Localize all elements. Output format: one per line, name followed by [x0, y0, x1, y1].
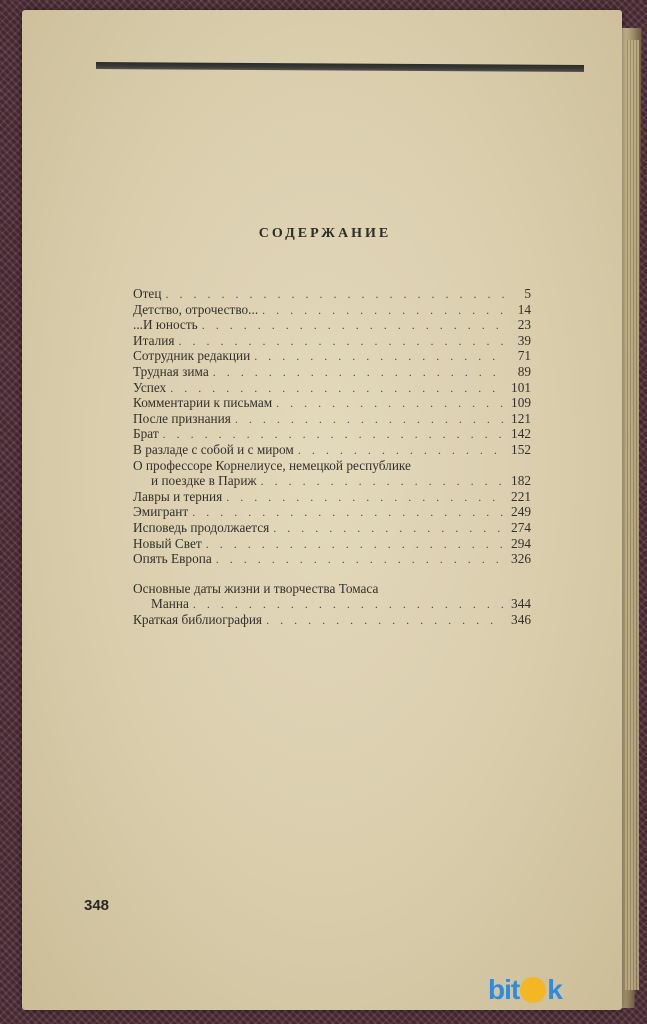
- toc-entry: [133, 302, 531, 318]
- toc-entry-page: 71: [517, 348, 531, 364]
- toc-entry-title: Детство, отрочество...: [133, 301, 259, 317]
- toc-entry: [133, 504, 531, 520]
- toc-entry-title-line2: Манна: [151, 596, 189, 612]
- coin-icon: [520, 977, 546, 1003]
- toc-entry-page: 14: [517, 301, 531, 317]
- section-gap: [133, 567, 531, 581]
- toc-entry-page: 142: [511, 426, 531, 442]
- toc-entry-title: Италия: [133, 332, 175, 348]
- toc-entry: [133, 442, 531, 458]
- leader-dots: [276, 396, 505, 412]
- toc-entry: [133, 612, 531, 628]
- toc-entry-page: 221: [511, 488, 531, 504]
- leader-dots: [206, 537, 505, 553]
- toc-entry-page: 294: [511, 535, 531, 551]
- toc-entry-title-line1: Основные даты жизни и творчества Томаса: [133, 580, 379, 596]
- leader-dots: [178, 334, 505, 350]
- toc-entry-title: В разладе с собой и с миром: [133, 441, 294, 457]
- toc-entry: [133, 380, 531, 396]
- toc-entry-title: Успех: [133, 379, 167, 395]
- leader-dots: [192, 505, 505, 521]
- toc-entry: [133, 333, 531, 349]
- leader-dots: [213, 365, 505, 381]
- page-stack-lines: [625, 40, 639, 990]
- toc-entry-title: Комментарии к письмам: [133, 395, 273, 411]
- toc-entry-page: 109: [511, 395, 531, 411]
- toc-entry-title: Опять Европа: [133, 551, 212, 567]
- toc-entry-title: Исповедь продолжается: [133, 519, 270, 535]
- toc-entry-page: 23: [517, 317, 531, 333]
- toc-entry-page: 101: [511, 379, 531, 395]
- toc-entry: [133, 317, 531, 333]
- toc-entry: [133, 520, 531, 536]
- toc-entry-title: Сотрудник редакции: [133, 348, 251, 364]
- table-of-contents: [133, 286, 531, 627]
- toc-entry: [133, 473, 531, 489]
- toc-entry-page: 39: [517, 332, 531, 348]
- toc-entry-title: Трудная зима: [133, 363, 209, 379]
- toc-entry-title: Отец: [133, 286, 162, 301]
- leader-dots: [298, 443, 505, 459]
- toc-entry: [133, 551, 531, 567]
- toc-entry-page: 274: [511, 519, 531, 535]
- page-title: СОДЕРЖАНИЕ: [258, 226, 392, 241]
- toc-entry: [133, 536, 531, 552]
- toc-entry-page: 121: [511, 410, 531, 426]
- toc-entry-page: 182: [511, 473, 531, 489]
- toc-entry-title: Лавры и терния: [133, 488, 223, 504]
- watermark-prefix: bit: [488, 974, 520, 1005]
- toc-entry: [133, 348, 531, 364]
- leader-dots: [165, 287, 505, 303]
- toc-entry-page: 5: [524, 286, 531, 301]
- leader-dots: [254, 349, 505, 365]
- toc-entry: [133, 286, 531, 302]
- leader-dots: [202, 318, 505, 334]
- watermark-logo: [488, 974, 562, 1006]
- toc-entry-page: 89: [517, 363, 531, 379]
- toc-entry-page: 152: [511, 441, 531, 457]
- toc-entry: [133, 411, 531, 427]
- toc-entry-title: После признания: [133, 410, 231, 426]
- toc-entry-page: 326: [511, 551, 531, 567]
- toc-entry-page: 344: [511, 596, 531, 612]
- leader-dots: [235, 412, 505, 428]
- leader-dots: [193, 597, 505, 613]
- toc-entry: [133, 395, 531, 411]
- leader-dots: [273, 521, 505, 537]
- page-number: 348: [84, 897, 110, 914]
- watermark-suffix: k: [547, 974, 562, 1005]
- leader-dots: [262, 303, 505, 319]
- leader-dots: [163, 427, 505, 443]
- toc-entry-title-line2: и поездке в Париж: [151, 473, 257, 489]
- leader-dots: [261, 474, 505, 490]
- toc-entry: [133, 426, 531, 442]
- toc-entry: [133, 364, 531, 380]
- leader-dots: [266, 613, 505, 629]
- toc-entry-title: Брат: [133, 426, 159, 442]
- toc-entry-title: Новый Свет: [133, 535, 202, 551]
- toc-entry-title-line1: О профессоре Корнелиусе, немецкой республике: [133, 457, 411, 473]
- toc-entry: [133, 489, 531, 505]
- toc-entry-title: Краткая библиография: [133, 611, 263, 627]
- toc-entry-page: 249: [511, 504, 531, 520]
- toc-entry-page: 346: [511, 611, 531, 627]
- toc-entry-title: ...И юность: [133, 317, 198, 333]
- leader-dots: [226, 490, 505, 506]
- toc-entry: [133, 596, 531, 612]
- leader-dots: [170, 381, 505, 397]
- leader-dots: [216, 552, 505, 568]
- toc-entry-title: Эмигрант: [133, 504, 189, 520]
